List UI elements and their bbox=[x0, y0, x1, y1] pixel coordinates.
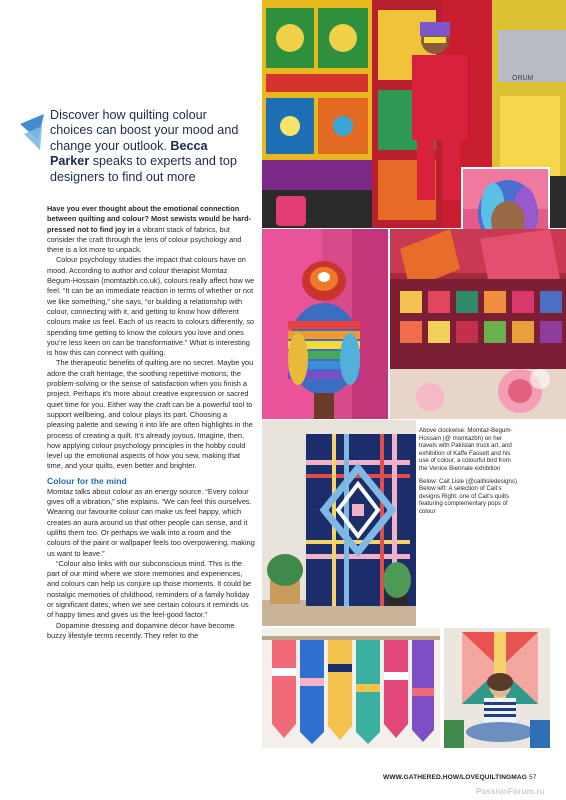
lead-bold-text: Have you ever thought about the emotional connection between quilting and colour? Most sewists would be hard-pressed not to find joy in bbox=[47, 204, 252, 234]
paragraph-2: The therapeutic benefits of quilting are no secret. Maybe you adore the craft heritage, the soothing repetitive motions, the problem-solving or the sense of satisfaction when you finish a project. Perhaps it’s more about creative expression or sacred quiet time for you. Either way the craft can be a powerful tool to support wellbeing, and colour plays its part. Choosing a pleasing palette and sewing it into life are often highlights in the process of creating a quilt. It’s already joyous. Imagine, then, how applying colour psychology principles in the hobby could level up the emotional aspects of how you sew, making that time, and your quilts, even better and brighter. bbox=[47, 358, 254, 471]
caption-below: Below: Cait Lisle (@caitlisledesigns) Below left: A selection of Cait’s designs Right: one of Cait’s quilts featuring complementary pops of colour bbox=[419, 477, 517, 515]
footer-url[interactable]: WWW.GATHERED.HOW/LOVEQUILTINGMAG bbox=[383, 774, 527, 781]
lead-rest-text: a vibrant stack of fabrics, but consider the craft through the lens of colour psychology and there is a lot more to unpack. bbox=[47, 224, 242, 255]
caption-above: Above clockwise: Momtaz-Begum-Hossain (@ momtazbh) on her travels with Pakistan truck art, and exhibition of Kaffe Fassett and his use of colour, a colourful bird from the Venice Biennale exhibition bbox=[419, 427, 513, 472]
photo-cait-designs bbox=[262, 628, 440, 748]
section-heading: Colour for the mind bbox=[47, 475, 127, 486]
page-number: 57 bbox=[528, 774, 537, 781]
photo-caption bbox=[419, 427, 517, 521]
photo-cait-lisle bbox=[444, 628, 550, 748]
paragraph-4: “Colour also links with our subconscious mind. This is the part of our mind where we store memories and experiences, and colours can help us conjure up those moments. It could be nostalgic memories of childhood, reminders of a family holiday or significant dates; when we see certain colours it reminds us of happy times and gives us the feel-good factor.” bbox=[47, 558, 252, 620]
photo-colourful-bird bbox=[262, 229, 388, 419]
triangle-accent-icon bbox=[20, 112, 50, 152]
intro-author: Becca Parker bbox=[50, 138, 208, 169]
photo-kaffe-fassett-exhibition bbox=[390, 229, 566, 419]
photo-cait-quilt bbox=[262, 420, 416, 626]
paragraph-1: Colour psychology studies the impact that colours have on mood. According to author and colour therapist Momtaz Begum-Hossain (momtazbh.co.uk), colours really affect how we feel. “It can be an immediate reaction in terms of whether or not we like something,” she says, “or building a relationship with colour, connecting with it, and getting to know how different colours make us feel. Each of us reacts to colours differently, so spending time getting to know the colours you love and ones you’re less keen on can be transformative.” What is interesting is how this can connect with quilting. bbox=[47, 255, 255, 358]
page-footer bbox=[383, 774, 537, 781]
lead-paragraph bbox=[47, 204, 255, 255]
svg-text:ORUM: ORUM bbox=[512, 75, 534, 82]
article-body bbox=[47, 204, 255, 641]
watermark: PassionForum.ru bbox=[476, 787, 545, 796]
paragraph-5: Dopamine dressing and dopamine décor have become buzzy lifestyle terms recently. They refer to the bbox=[47, 620, 235, 640]
intro-text-after: speaks to experts and top designers to find out more bbox=[50, 154, 237, 184]
intro-text-before: Discover how quilting colour choices can boost your mood and change your outlook. bbox=[50, 108, 239, 153]
intro-standfirst bbox=[50, 108, 250, 185]
paragraph-3: Momtaz talks about colour as an energy source. “Every colour gives off a vibration,” she explains. “We can feel this ourselves. Wearing our favourite colour can make us feel happy, which creates an aura around us that other people can sense, and it uplifts them too. Or perhaps we walk into a room and the colours of the paint or wallpaper feels too overpowering, making us want to leave.” bbox=[47, 486, 255, 558]
